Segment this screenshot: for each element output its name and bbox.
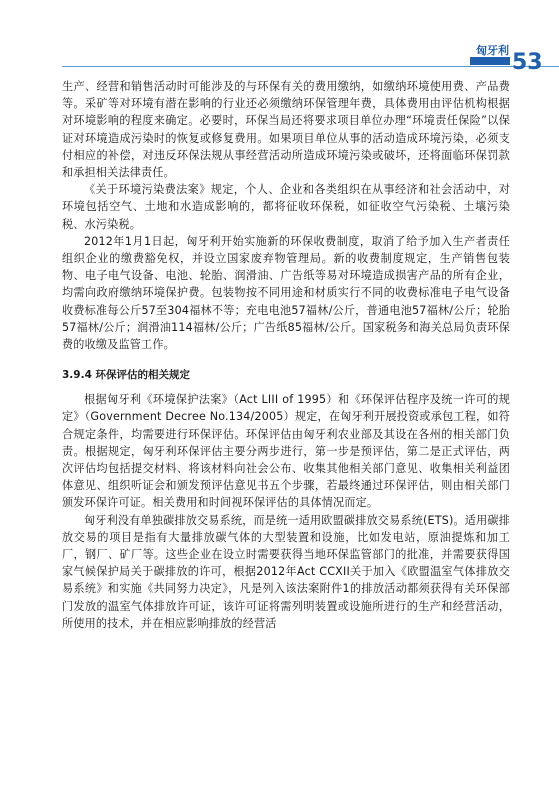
paragraph-fees: 生产、经营和销售活动时可能涉及的与环保有关的费用缴纳，如缴纳环境使用费、产品费等。采矿等对环境有潜在影响的行业还必须缴纳环保管理年费，具体费用由评估机构根据对环境影响的程度来确定。必要时，环保当局还将要求项目单位办理“环境责任保险”以保证对环境造成污染时的恢复或修复费用。如果项目单位从事的活动造成环境污染，必须支付相应的补偿，对违反环保法规从事经营活动所造成环境污染或破坏，还将面临环保罚款和承担相关法律责任。 <box>62 80 510 180</box>
country-label: 匈牙利 <box>476 44 509 57</box>
paragraph-pollution-tax: 《关于环境污染费法案》规定，个人、企业和各类组织在从事经济和社会活动中，对环境包括空气、土地和水造成影响的，都将征收环保税，如征收空气污染税、土壤污染税、水污染税。 <box>62 183 510 231</box>
header-accent-bar <box>470 57 510 65</box>
body-text <box>62 78 510 632</box>
page-number: 53 <box>512 50 543 75</box>
paragraph-eia-rules: 根据匈牙利《环境保护法案》（Act LIII of 1995）和《环保评估程序及统一许可的规定》（Government Decree No.134/2005）规定，在匈牙利开展投资或承包工程，如符合规定条件，均需要进行环保评估。环保评估由匈牙利农业部及其设在各州的相关部门负责。根据规定，匈牙利环保评估主要分两步进行，第一步是预评估，第二是正式评估，两次评估均包括提交材料、将该材料向社会公布、收集其他相关部门意见、收集相关利益团体意见、组织听证会和颁发预评估意见书五个步骤，若最终通过环保评估，则由相关部门颁发环保许可证。相关费用和时间视环保评估的具体情况而定。 <box>62 393 510 510</box>
page-header <box>0 0 559 80</box>
section-heading: 3.9.4 环保评估的相关规定 <box>62 369 191 382</box>
paragraph-new-fee-system: 2012年1月1日起，匈牙利开始实施新的环保收费制度，取消了给予加入生产者责任组织企业的缴费豁免权，并设立国家废弃物管理局。新的收费制度规定，生产销售包装物、电子电气设备、电池、轮胎、润滑油、广告纸等易对环境造成损害产品的所有企业，均需向政府缴纳环境保护费。包装物按不同用途和材质实行不同的收费标准电子电气设备收费标准每公斤57至304福林不等；充电电池57福林/公斤，普通电池57福林/公斤；轮胎57福林/公斤；润滑油114福林/公斤；广告纸85福林/公斤。国家税务和海关总局负责环保费的收缴及监管工作。 <box>62 234 510 352</box>
paragraph-ets: 匈牙利没有单独碳排放交易系统，而是统一适用欧盟碳排放交易系统(ETS)。适用碳排放交易的项目是指有大量排放碳气体的大型装置和设施，比如发电站，原油提炼和加工厂，钢厂、矿厂等。这些企业在设立时需要获得当地环保监管部门的批准，并需要获得国家气候保护局关于碳排放的许可，根据2012年Act CCXII关于加入《欧盟温室气体排放交易系统》和实施《共同努力决定》，凡是列入该法案附件1的排放活动都须获得有关环保部门发放的温室气体排放许可证，该许可证将需列明装置或设施所进行的生产和经营活动，所使用的技术，并在相应影响排放的经营活 <box>62 513 510 630</box>
header-divider <box>62 66 559 67</box>
